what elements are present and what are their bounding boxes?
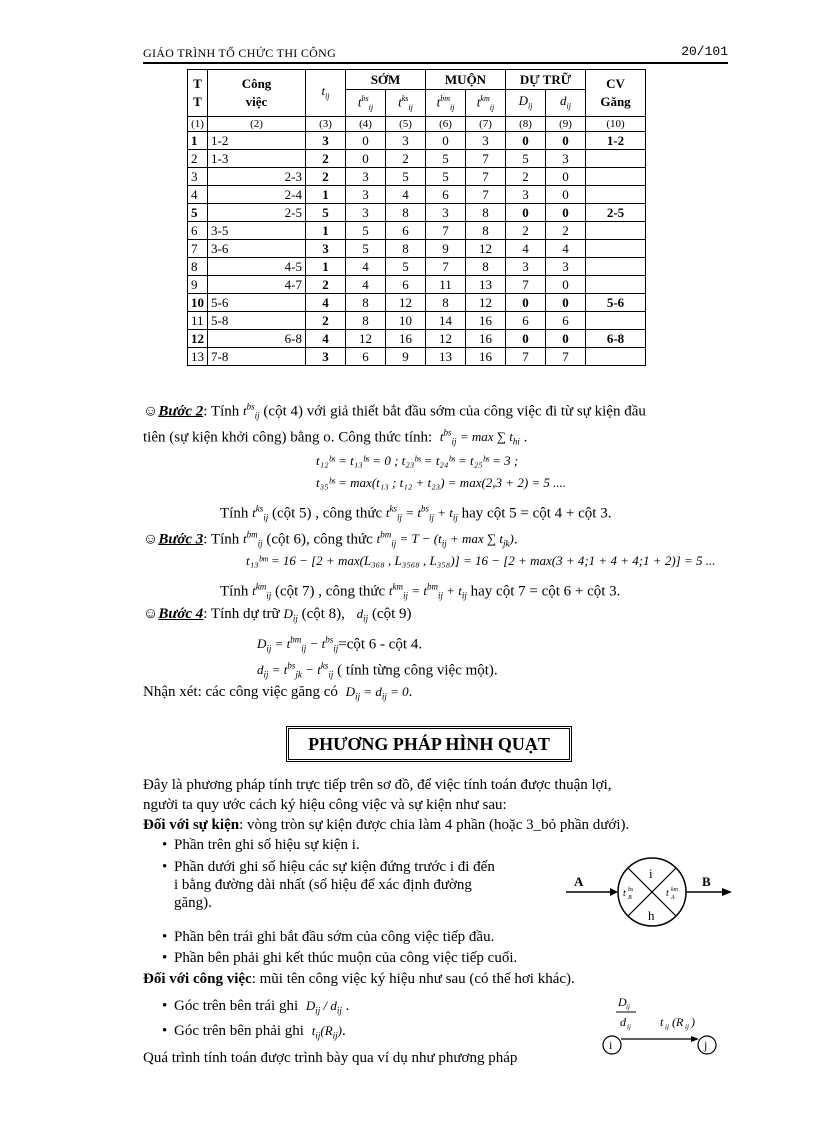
cell-ks: 8 — [386, 240, 426, 258]
eq-D: $D_{ij} = t^{bm}_{ij}$ − $t^{bs}_{ij}=cột$ 6 - cột 4. — [257, 635, 423, 654]
cell-g — [586, 150, 646, 168]
cell-bm: 8 — [426, 294, 466, 312]
cell-bs: 3 — [346, 168, 386, 186]
cell-d: 0 — [546, 186, 586, 204]
cell-D: 0 — [506, 132, 546, 150]
header-title: GIÁO TRÌNH TỔ CHỨC THI CÔNG — [143, 46, 337, 60]
cell-tt: 13 — [188, 348, 208, 366]
cell-bs: 8 — [346, 294, 386, 312]
svg-text:ij: ij — [665, 1023, 669, 1031]
col-tks: $t^{ks}_{ij}$ — [386, 90, 426, 117]
cell-km: 8 — [466, 204, 506, 222]
cell-g: 2-5 — [586, 204, 646, 222]
cell-bs: 5 — [346, 222, 386, 240]
cell-bm: 11 — [426, 276, 466, 294]
cell-km: 8 — [466, 258, 506, 276]
cell-ks: 5 — [386, 168, 426, 186]
table-row — [188, 186, 646, 204]
cell-D: 0 — [506, 294, 546, 312]
remark-line: Nhận xét: các công việc găng có $D_{ij} = d_{ij} = 0$. — [143, 684, 413, 702]
bullet-3: • Phần bên trái ghi bắt đầu sớm của công việc tiếp đầu. — [162, 929, 495, 945]
cell-cv: 2-4 — [208, 186, 306, 204]
cell-km: 8 — [466, 222, 506, 240]
event-heading: Đối với sự kiện: vòng tròn sự kiện được chia làm 4 phần (hoặc 3_bỏ phần dưới). — [143, 817, 630, 833]
cell-d: 0 — [546, 132, 586, 150]
cell-cv: 1-2 — [208, 132, 306, 150]
node-j-label: j — [704, 1038, 708, 1052]
table-row — [188, 276, 646, 294]
col-tij-header: $t_{ij}$ — [306, 70, 346, 117]
cell-D: 0 — [506, 330, 546, 348]
step2-line2: tiên (sự kiện khởi công) bằng o. Công thức tính: $t^{bs}_{ij} = \max$ ∑ $t_{hi}$ . — [143, 428, 528, 447]
cell-D: 2 — [506, 168, 546, 186]
eq-d: $d_{ij} = t^{bs}_{jk} - t^{ks}_{ij}$ ( tính từng công việc một). — [257, 661, 498, 680]
svg-text:): ) — [691, 1015, 695, 1029]
cell-bm: 5 — [426, 168, 466, 186]
cell-km: 16 — [466, 312, 506, 330]
cell-ks: 6 — [386, 276, 426, 294]
cell-bs: 4 — [346, 276, 386, 294]
cell-ks: 16 — [386, 330, 426, 348]
cell-D: 2 — [506, 222, 546, 240]
svg-text:d: d — [620, 1015, 626, 1029]
col-cv-header: Công việc — [208, 70, 306, 117]
cell-t: 2 — [306, 168, 346, 186]
table-row — [188, 204, 646, 222]
cell-cv: 4-5 — [208, 258, 306, 276]
cell-t: 3 — [306, 240, 346, 258]
page-number: 20/101 — [681, 44, 728, 59]
label-i: i — [649, 866, 653, 881]
cell-bm: 3 — [426, 204, 466, 222]
cell-g — [586, 168, 646, 186]
cell-bm: 6 — [426, 186, 466, 204]
cell-D: 3 — [506, 186, 546, 204]
cell-g — [586, 276, 646, 294]
svg-text:B: B — [628, 895, 632, 901]
cell-tt: 11 — [188, 312, 208, 330]
table-row — [188, 150, 646, 168]
page-header — [143, 44, 728, 64]
work-bullet-1: • Góc trên bên trái ghi $D_{ij} / d_{ij}$ . — [162, 998, 350, 1016]
col-tkm: $t^{km}_{ij}$ — [466, 90, 506, 117]
col-dij: $d_{ij}$ — [546, 90, 586, 117]
cell-d: 3 — [546, 150, 586, 168]
cell-t: 3 — [306, 348, 346, 366]
cell-d: 6 — [546, 312, 586, 330]
svg-text:A: A — [671, 895, 675, 901]
svg-text:(R: (R — [672, 1015, 684, 1029]
cell-bm: 5 — [426, 150, 466, 168]
cell-km: 7 — [466, 168, 506, 186]
step2-line1: ☺Bước 2: Tính $t^{bs}_{ij}$ (cột 4) với giả thiết bắt đầu sớm của công việc đi từ sự kiện đầu — [143, 402, 646, 421]
cell-bs: 5 — [346, 240, 386, 258]
col-cvgang-header: CV Găng — [586, 70, 646, 117]
eq-line1: t₁₂ᵇˢ = t₁₃ᵇˢ = 0 ; t₂₃ᵇˢ = t₂₄ᵇˢ = t₂₅ᵇˢ = 3 ; — [316, 453, 519, 468]
cell-D: 0 — [506, 204, 546, 222]
column-number-row: (1) (2) (3) (4) (5) (6) (7) (8) (9) (10) — [188, 117, 646, 132]
cell-t: 2 — [306, 312, 346, 330]
cell-ks: 12 — [386, 294, 426, 312]
cell-tt: 5 — [188, 204, 208, 222]
svg-text:t: t — [623, 888, 626, 899]
col-tt-header: T T — [188, 70, 208, 117]
cell-ks: 2 — [386, 150, 426, 168]
cell-d: 0 — [546, 168, 586, 186]
cell-cv: 3-6 — [208, 240, 306, 258]
cell-g — [586, 240, 646, 258]
cell-km: 7 — [466, 150, 506, 168]
cell-ks: 4 — [386, 186, 426, 204]
cell-tt: 12 — [188, 330, 208, 348]
cell-cv: 6-8 — [208, 330, 306, 348]
cell-g — [586, 186, 646, 204]
col-tbm: $t^{bm}_{ij}$ — [426, 90, 466, 117]
svg-text:ij: ij — [626, 1003, 630, 1011]
cell-d: 0 — [546, 330, 586, 348]
cell-g: 1-2 — [586, 132, 646, 150]
col-muon-header: MUỘN — [426, 70, 506, 90]
cell-t: 2 — [306, 150, 346, 168]
cell-D: 7 — [506, 276, 546, 294]
cell-tt: 1 — [188, 132, 208, 150]
col-som-header: SỚM — [346, 70, 426, 90]
cell-D: 7 — [506, 348, 546, 366]
table-row — [188, 294, 646, 312]
cell-cv: 7-8 — [208, 348, 306, 366]
cell-km: 16 — [466, 348, 506, 366]
cell-d: 0 — [546, 276, 586, 294]
cell-bm: 7 — [426, 222, 466, 240]
cell-cv: 1-3 — [208, 150, 306, 168]
label-A: A — [574, 874, 584, 889]
cell-tt: 2 — [188, 150, 208, 168]
cell-D: 6 — [506, 312, 546, 330]
cell-tt: 9 — [188, 276, 208, 294]
cell-bs: 4 — [346, 258, 386, 276]
cell-ks: 10 — [386, 312, 426, 330]
cell-bs: 12 — [346, 330, 386, 348]
cell-ks: 8 — [386, 204, 426, 222]
cell-cv: 2-5 — [208, 204, 306, 222]
eq-line2: t₃₅ᵇˢ = max(t₁₃ ; t₁₂ + t₂₃) = max(2,3 + 2) = 5 .... — [316, 475, 567, 490]
work-arrow-diagram — [594, 990, 724, 1062]
cell-t: 1 — [306, 186, 346, 204]
cell-t: 2 — [306, 276, 346, 294]
svg-text:ij: ij — [685, 1023, 689, 1031]
cell-bm: 7 — [426, 258, 466, 276]
cell-d: 2 — [546, 222, 586, 240]
cell-km: 12 — [466, 240, 506, 258]
cell-t: 1 — [306, 258, 346, 276]
step3-line1: ☺Bước 3: Tính $t^{bm}_{ij}$ (cột 6), công thức $t^{bm}_{ij} = T - (t_{ij} + \max$ ∑ $t_{jk}$). — [143, 530, 518, 549]
cell-t: 1 — [306, 222, 346, 240]
cell-bs: 0 — [346, 150, 386, 168]
cell-d: 4 — [546, 240, 586, 258]
last-line: Quá trình tính toán được trình bày qua ví dụ như phương pháp — [143, 1050, 518, 1066]
cell-ks: 6 — [386, 222, 426, 240]
cell-tt: 8 — [188, 258, 208, 276]
para-line1: Đây là phương pháp tính trực tiếp trên sơ đồ, để việc tính toán được thuận lợi, — [143, 777, 612, 793]
cell-bs: 8 — [346, 312, 386, 330]
cell-tt: 7 — [188, 240, 208, 258]
label-B: B — [702, 874, 711, 889]
cell-g — [586, 258, 646, 276]
cell-bs: 3 — [346, 204, 386, 222]
svg-text:D: D — [618, 995, 627, 1009]
bullet-1: • Phần trên ghi số hiệu sự kiện i. — [162, 837, 360, 853]
event-circle-diagram — [566, 856, 736, 936]
cell-t: 4 — [306, 294, 346, 312]
cell-d: 0 — [546, 204, 586, 222]
cell-D: 4 — [506, 240, 546, 258]
node-i-label: i — [609, 1038, 613, 1052]
schedule-table — [187, 69, 646, 366]
cell-g — [586, 348, 646, 366]
svg-text:t: t — [666, 888, 669, 899]
para-line2: người ta quy ước cách ký hiệu công việc và sự kiện như sau: — [143, 797, 507, 813]
cell-cv: 5-6 — [208, 294, 306, 312]
cell-t: 5 — [306, 204, 346, 222]
table-row — [188, 132, 646, 150]
cell-bs: 0 — [346, 132, 386, 150]
label-h: h — [648, 908, 655, 923]
cell-bm: 0 — [426, 132, 466, 150]
ks-formula-line: Tính $t^{ks}_{ij}$ (cột 5) , công thức $t^{ks}_{ij} = t^{bs}_{ij} + t_{ij}$ hay cột 5 = cột 4 + cột 3. — [220, 504, 612, 523]
col-Dij: $D_{ij}$ — [506, 90, 546, 117]
cell-km: 12 — [466, 294, 506, 312]
section-title-box: PHƯƠNG PHÁP HÌNH QUẠT — [286, 726, 572, 762]
cell-bm: 13 — [426, 348, 466, 366]
cell-bm: 14 — [426, 312, 466, 330]
km-formula-line: Tính $t^{km}_{ij}$ (cột 7) , công thức $t^{km}_{ij} = t^{bm}_{ij} + t_{ij}$ hay cột 7 = cột 6 + cột 3. — [220, 582, 621, 601]
svg-text:t: t — [660, 1015, 664, 1029]
bullet-4: • Phần bên phải ghi kết thúc muộn của công việc tiếp cuối. — [162, 950, 518, 966]
cell-tt: 10 — [188, 294, 208, 312]
cell-bm: 12 — [426, 330, 466, 348]
bullet-2: • Phần dưới ghi số hiệu các sự kiện đứng trước i đi đến i bằng đường dài nhất (số hiệu để xác định đường găng). — [162, 859, 495, 911]
work-heading: Đối với công việc: mũi tên công việc ký hiệu như sau (có thể hơi khác). — [143, 971, 575, 987]
cell-g: 5-6 — [586, 294, 646, 312]
step4-line1: ☺Bước 4: Tính dự trữ $D_{ij}$ (cột 8), $d_{ij}$ (cột 9) — [143, 606, 412, 624]
cell-g: 6-8 — [586, 330, 646, 348]
cell-ks: 5 — [386, 258, 426, 276]
cell-d: 0 — [546, 294, 586, 312]
cell-d: 7 — [546, 348, 586, 366]
cell-tt: 6 — [188, 222, 208, 240]
cell-t: 3 — [306, 132, 346, 150]
cell-km: 13 — [466, 276, 506, 294]
cell-cv: 3-5 — [208, 222, 306, 240]
table-row — [188, 168, 646, 186]
cell-cv: 5-8 — [208, 312, 306, 330]
svg-text:ij: ij — [627, 1023, 631, 1031]
cell-km: 16 — [466, 330, 506, 348]
table-row — [188, 330, 646, 348]
cell-km: 3 — [466, 132, 506, 150]
cell-g — [586, 312, 646, 330]
cell-g — [586, 222, 646, 240]
cell-tt: 3 — [188, 168, 208, 186]
table-row — [188, 348, 646, 366]
col-tbs: $t^{bs}_{ij}$ — [346, 90, 386, 117]
eq-line3: t₁₃ᵇᵐ = 16 − [2 + max(L₃₆₈ , L₃₅₆₈ , L₃₅₈)] = 16 − [2 + max(3 + 4;1 + 4 + 4;1 + 2)] = 5 ... — [246, 553, 716, 568]
svg-text:km: km — [671, 887, 678, 893]
table-row — [188, 222, 646, 240]
svg-text:bs: bs — [628, 887, 634, 893]
cell-ks: 9 — [386, 348, 426, 366]
col-dutru-header: DỰ TRỮ — [506, 70, 586, 90]
cell-tt: 4 — [188, 186, 208, 204]
cell-t: 4 — [306, 330, 346, 348]
cell-bm: 9 — [426, 240, 466, 258]
cell-D: 5 — [506, 150, 546, 168]
table-row — [188, 240, 646, 258]
table-row — [188, 312, 646, 330]
cell-D: 3 — [506, 258, 546, 276]
cell-bs: 3 — [346, 186, 386, 204]
cell-cv: 2-3 — [208, 168, 306, 186]
cell-km: 7 — [466, 186, 506, 204]
work-bullet-2: • Góc trên bên phải ghi $t_{ij}(R_{ij})$. — [162, 1023, 346, 1041]
table-row — [188, 258, 646, 276]
cell-bs: 6 — [346, 348, 386, 366]
cell-cv: 4-7 — [208, 276, 306, 294]
cell-d: 3 — [546, 258, 586, 276]
cell-ks: 3 — [386, 132, 426, 150]
